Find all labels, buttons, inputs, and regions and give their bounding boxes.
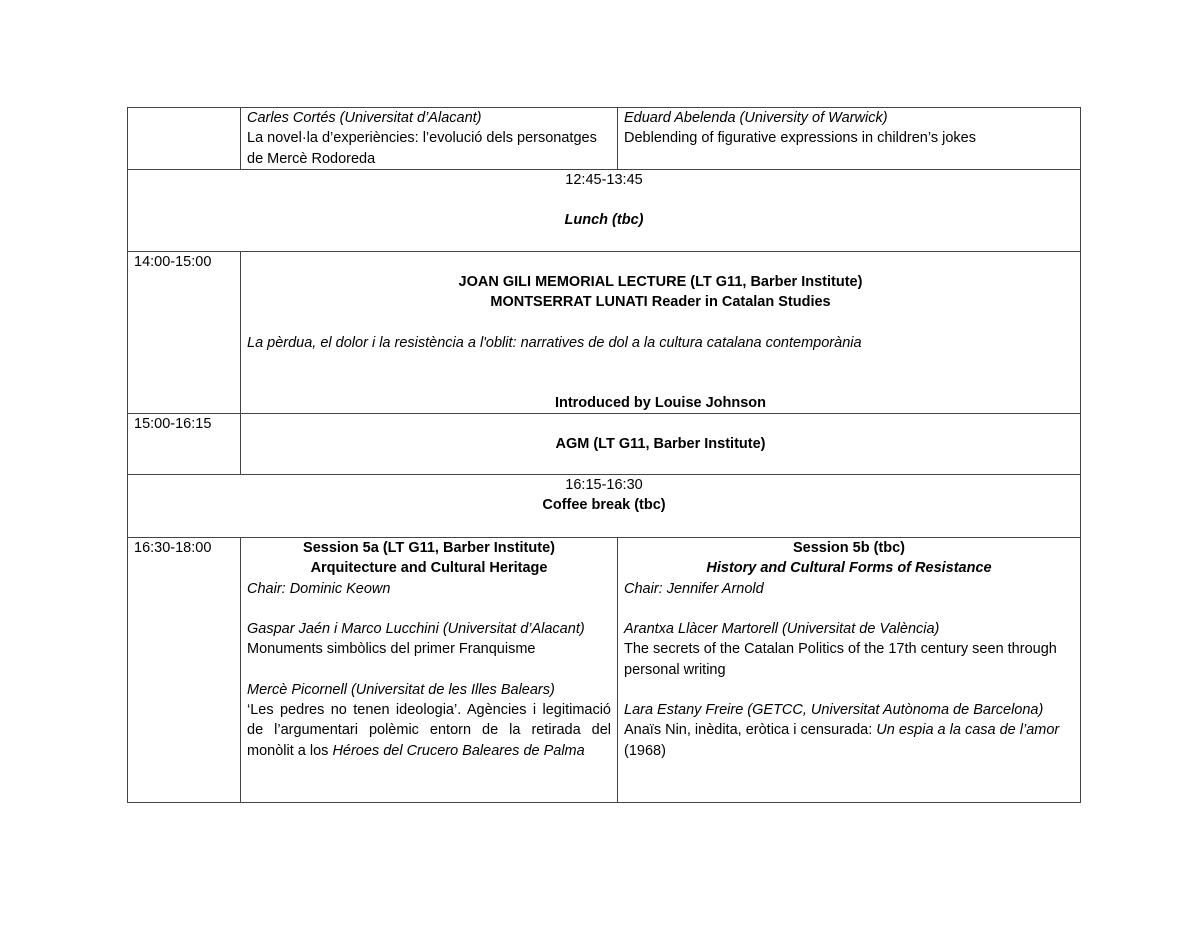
lecture-title: La pèrdua, el dolor i la resistència a l'oblit: narratives de dol a la cultura catalana contemporània (247, 334, 862, 351)
talk-title: Monuments simbòlics del primer Franquisme (247, 641, 536, 658)
talk-title: Deblending of figurative expressions in children’s jokes (624, 130, 976, 147)
talk-title-part: Anaïs Nin, inèdita, eròtica i censurada: (624, 722, 877, 739)
talk-title (624, 720, 1074, 761)
lecture-heading: JOAN GILI MEMORIAL LECTURE (LT G11, Barber Institute) (458, 274, 863, 290)
session5-row (128, 538, 1081, 803)
table-row (128, 108, 1081, 170)
agm-label: AGM (LT G11, Barber Institute) (555, 436, 766, 453)
talk-title-part: ‘Les pedres no tenen ideologia’. Agències i legitimació de l’argumentari polèmic entorn de la retirada del monòlit a los (247, 701, 611, 759)
session-chair: Chair: Jennifer Arnold (624, 580, 764, 597)
session-theme: Arquitecture and Cultural Heritage (310, 560, 548, 577)
session5a-cell (241, 538, 618, 803)
lunch-row (128, 170, 1081, 252)
talk-title-part: (1968) (624, 742, 666, 759)
lecture-time: 14:00-15:00 (128, 252, 241, 414)
talk-title: The secrets of the Catalan Politics of the 17th century seen through personal writing (624, 641, 1057, 678)
coffee-label: Coffee break (tbc) (542, 497, 666, 514)
programme-table (127, 107, 1081, 803)
lecture-introducer: Introduced by Louise Johnson (554, 394, 767, 411)
session-name: Session 5a (LT G11, Barber Institute) (303, 540, 555, 557)
agm-time: 15:00-16:15 (128, 414, 241, 475)
session5-time: 16:30-18:00 (128, 538, 241, 803)
talk-title-italic: Héroes del Crucero Baleares de Palma (332, 742, 585, 759)
speaker: Arantxa Llàcer Martorell (Universitat de València) (624, 621, 940, 638)
agm-row (128, 414, 1081, 475)
lecture-speaker: MONTSERRAT LUNATI Reader in Catalan Studies (490, 294, 831, 311)
talk-cell-right (618, 108, 1081, 170)
talk-cell-left (241, 108, 618, 170)
session-name: Session 5b (tbc) (793, 540, 905, 557)
coffee-cell (128, 475, 1081, 538)
lunch-cell (128, 170, 1081, 252)
session-theme: History and Cultural Forms of Resistance (706, 560, 992, 577)
speaker: Mercè Picornell (Universitat de les Illes Balears) (247, 681, 555, 698)
coffee-time: 16:15-16:30 (565, 477, 643, 494)
agm-cell (241, 414, 1081, 475)
speaker: Lara Estany Freire (GETCC, Universitat Autònoma de Barcelona) (624, 701, 1044, 718)
talk-title (247, 700, 611, 761)
speaker: Eduard Abelenda (University of Warwick) (624, 110, 888, 126)
talk-title: La novel·la d’experiències: l’evolució dels personatges de Mercè Rodoreda (247, 130, 597, 167)
time-cell (128, 108, 241, 170)
lecture-row (128, 252, 1081, 414)
talk-title-italic: Un espia a la casa de l’amor (876, 722, 1060, 739)
speaker: Gaspar Jaén i Marco Lucchini (Universitat d’Alacant) (247, 621, 585, 638)
lecture-cell (241, 252, 1081, 414)
lunch-time: 12:45-13:45 (565, 172, 643, 188)
speaker: Carles Cortés (Universitat d’Alacant) (247, 110, 482, 126)
lunch-label: Lunch (tbc) (564, 212, 644, 229)
coffee-row (128, 475, 1081, 538)
session-chair: Chair: Dominic Keown (247, 580, 391, 597)
session5b-cell (618, 538, 1081, 803)
